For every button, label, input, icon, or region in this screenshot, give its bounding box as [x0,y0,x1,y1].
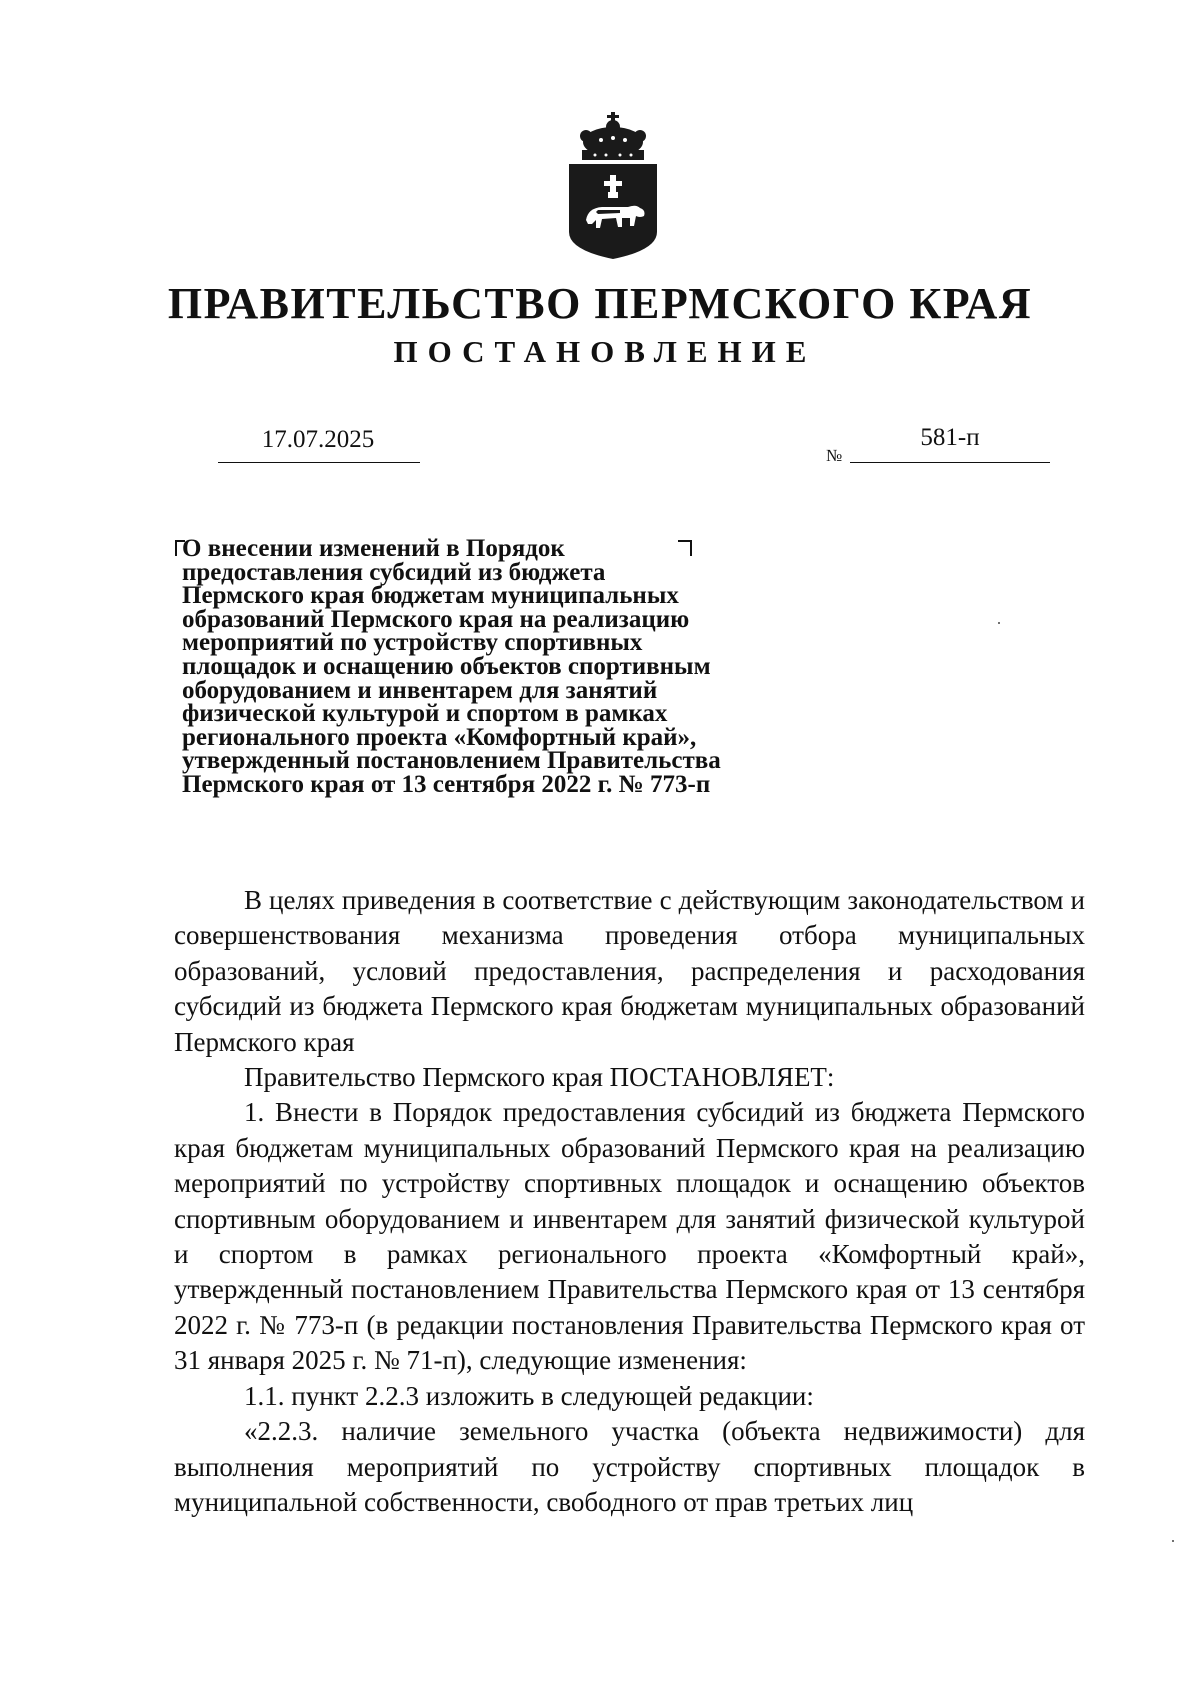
scan-speck [998,622,1000,624]
heading-line: предоставления субсидий из бюджета [182,558,606,586]
resolves-paragraph: Правительство Пермского края ПОСТАНОВЛЯЕТ: [244,1062,835,1093]
heading-line: оборудованием и инвентарем для занятий [182,676,658,704]
number-sign: № [826,446,843,465]
document-number: 581-п [920,424,980,451]
item-1-1-paragraph: 1.1. пункт 2.2.3 изложить в следующей редакции: [244,1380,814,1411]
scan-speck [1172,1540,1174,1542]
preamble-paragraph: В целях приведения в соответствие с действующим законодательством и совершенствования механизма проведения отбора муниципальных образований, условий предоставления, распределения и расходования субсидий из бюджета Пермского края бюджетам муниципальных образований Пермского края [174,885,1085,1057]
document-type: ПОСТАНОВЛЕНИЕ [393,334,817,369]
heading-line: физической культурой и спортом в рамках [182,700,668,728]
heading-line: утвержденный постановлением Правительства [182,747,721,775]
document-body [174,883,1085,1520]
number-underline [850,462,1050,463]
item-1-paragraph: 1. Внести в Порядок предоставления субсидий из бюджета Пермского края бюджетам муниципальных образований Пермского края на реализацию мероприятий по устройству спортивных площадок и оснащению объектов спортивным оборудованием и инвентарем для занятий физической культурой и спортом в рамках регионального проекта «Комфортный край», утвержденный постановлением Правительства Пермского края от 13 сентября 2022 г. № 773-п (в редакции постановления Правительства Пермского края от 31 января 2025 г. № 71-п), следующие изменения: [174,1097,1085,1376]
organization-title: ПРАВИТЕЛЬСТВО ПЕРМСКОГО КРАЯ [167,279,1033,328]
heading-line: О внесении изменений в Порядок [182,535,565,562]
item-2-2-3-paragraph: «2.2.3. наличие земельного участка (объекта недвижимости) для выполнения мероприятий по устройству спортивных площадок в муниципальной собственности, свободного от прав третьих лиц [174,1416,1085,1517]
document-date: 17.07.2025 [261,426,375,453]
heading-line: регионального проекта «Комфортный край», [182,723,697,751]
heading-line: мероприятий по устройству спортивных [182,629,643,657]
heading-line: образований Пермского края на реализацию [182,605,690,633]
heading-line: Пермского края от 13 сентября 2022 г. № 773-п [182,770,711,798]
document-heading [182,537,802,797]
heading-line: площадок и оснащению объектов спортивным [182,652,711,680]
perm-krai-coat-of-arms-icon [566,112,660,260]
date-underline [218,462,420,463]
heading-line: Пермского края бюджетам муниципальных [182,582,679,610]
